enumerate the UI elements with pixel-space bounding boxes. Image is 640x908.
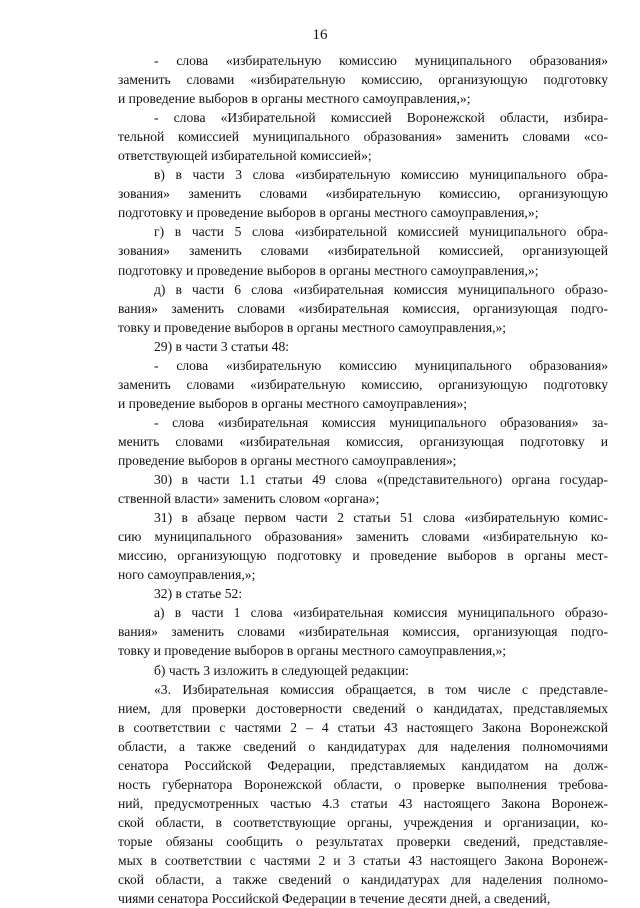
- text-line: в соответствии с частями 2 – 4 статьи 43 настоящего Закона Воронежской: [118, 719, 608, 735]
- text-line: сенатора Российской Федерации, представляемых кандидатом на долж-: [118, 757, 608, 773]
- text-line: ность губернатора Воронежской области, о проверке выполнения требова-: [118, 776, 608, 792]
- text-line: менить словами «избирательная комиссия, организующая подготовку и: [118, 433, 608, 449]
- paragraph: [118, 51, 608, 108]
- text-line: 31) в абзаце первом части 2 статьи 51 слова «избирательную комис-: [154, 510, 608, 526]
- text-line: подготовку и проведение выборов в органы местного самоуправления,»;: [118, 205, 539, 221]
- text-line: миссию, организующую подготовку и проведение выборов в органы мест-: [118, 548, 608, 564]
- text-line: - слова «Избирательной комиссией Воронежской области, избира-: [154, 110, 608, 126]
- text-line: сию муниципального образования» заменить словами «избирательную ко-: [118, 529, 608, 545]
- text-line: и проведение выборов в органы местного самоуправления,»;: [118, 91, 471, 107]
- paragraph: [118, 280, 608, 337]
- text-line: ской области, в соответствующие органы, учреждения и организации, ко-: [118, 814, 608, 830]
- paragraph: [118, 108, 608, 165]
- page-number: 16: [312, 27, 328, 43]
- text-line: 30) в части 1.1 статьи 49 слова «(представительного) органа государ-: [154, 472, 608, 488]
- text-line: - слова «избирательную комиссию муниципального образования»: [154, 357, 608, 373]
- paragraph: [118, 337, 608, 356]
- text-line: подготовку и проведение выборов в органы местного самоуправления,»;: [118, 262, 539, 278]
- text-line: «3. Избирательная комиссия обращается, в том числе с представле-: [154, 681, 608, 697]
- text-line: 32) в статье 52:: [154, 586, 243, 602]
- text-line: нием, для проверки достоверности сведений о кандидатах, представляемых: [118, 700, 608, 716]
- paragraph: [118, 603, 608, 660]
- paragraph: [118, 508, 608, 584]
- paragraph: [118, 222, 608, 279]
- text-line: области, а также сведений о кандидатурах для наделения полномочиями: [118, 738, 608, 754]
- text-line: заменить словами «избирательную комиссию, организующую подготовку: [118, 376, 608, 392]
- paragraph: [118, 661, 608, 680]
- text-line: ного самоуправления,»;: [118, 567, 256, 583]
- text-line: проведение выборов в органы местного самоуправления»;: [118, 452, 457, 468]
- text-line: вания» заменить словами «избирательная комиссия, организующая подго-: [118, 624, 608, 640]
- document-body: [118, 51, 608, 908]
- text-line: чиями сенатора Российской Федерации в течение десяти дней, а сведений,: [118, 891, 551, 907]
- text-line: в) в части 3 слова «избирательную комиссию муниципального обра-: [154, 167, 608, 183]
- text-line: б) часть 3 изложить в следующей редакции:: [154, 662, 409, 678]
- text-line: ской области, а также сведений о кандидатурах для наделения полномо-: [118, 872, 608, 888]
- text-line: зования» заменить словами «избирательной комиссией, организующей: [118, 243, 608, 259]
- text-line: - слова «избирательная комиссия муниципального образования» за-: [154, 414, 608, 430]
- text-line: 29) в части 3 статьи 48:: [154, 338, 290, 354]
- text-line: вания» заменить словами «избирательная комиссия, организующая подго-: [118, 300, 608, 316]
- text-line: д) в части 6 слова «избирательная комиссия муниципального образо-: [154, 281, 608, 297]
- paragraph: [118, 165, 608, 222]
- paragraph: [118, 470, 608, 508]
- text-line: товку и проведение выборов в органы местного самоуправления,»;: [118, 319, 507, 335]
- paragraph: [118, 356, 608, 413]
- text-line: зования» заменить словами «избирательную комиссию, организующую: [118, 186, 608, 202]
- text-line: - слова «избирательную комиссию муниципального образования»: [154, 53, 608, 68]
- text-line: а) в части 1 слова «избирательная комиссия муниципального образо-: [154, 605, 608, 621]
- text-line: торые обязаны сообщить о результатах проверки сведений, представляе-: [118, 833, 608, 849]
- text-line: товку и проведение выборов в органы местного самоуправления,»;: [118, 643, 507, 659]
- paragraph: [118, 413, 608, 470]
- text-line: мых в соответствии с частями 2 и 3 статьи 43 настоящего Закона Воронеж-: [118, 852, 608, 868]
- text-line: г) в части 5 слова «избирательной комиссией муниципального обра-: [154, 224, 608, 240]
- paragraph: [118, 584, 608, 603]
- text-line: и проведение выборов в органы местного самоуправления»;: [118, 395, 468, 411]
- text-line: заменить словами «избирательную комиссию, организующую подготовку: [118, 72, 608, 88]
- text-line: тельной комиссией муниципального образования» заменить словами «со-: [118, 129, 608, 145]
- text-line: ственной власти» заменить словом «органа»;: [118, 491, 380, 507]
- text-line: ний, предусмотренных частью 4.3 статьи 43 настоящего Закона Воронеж-: [118, 795, 608, 811]
- text-line: ответствующей избирательной комиссией»;: [118, 148, 372, 164]
- paragraph: [118, 680, 608, 908]
